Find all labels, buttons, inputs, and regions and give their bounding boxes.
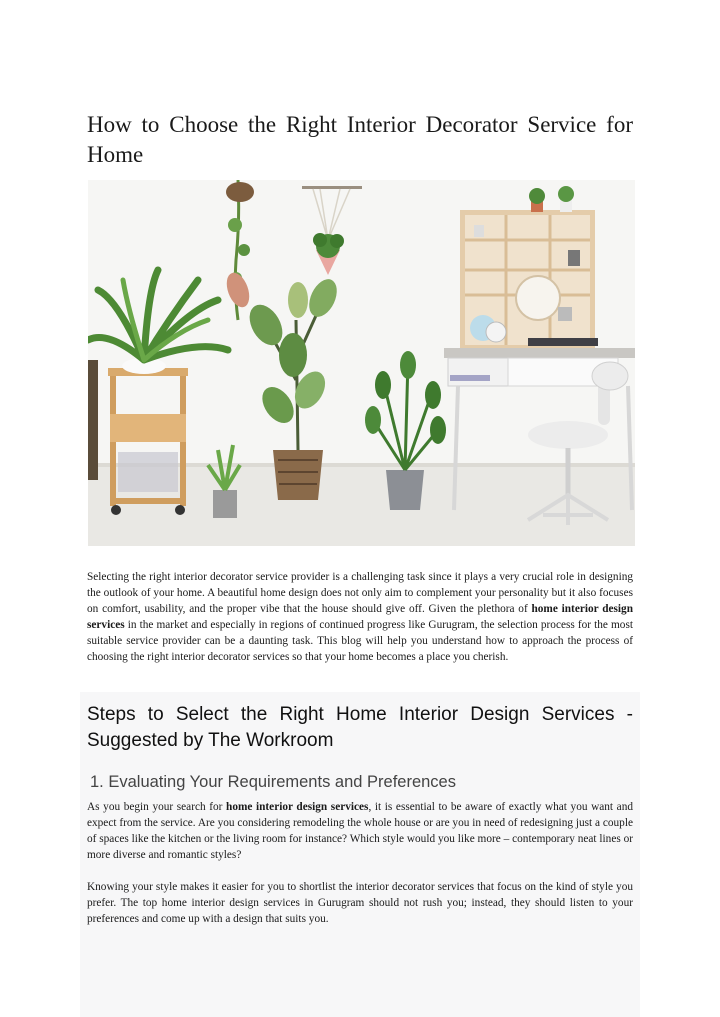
intro-text-2: in the market and especially in regions of continued progress like Gurugram, the selection process for the most suitable service provider can be a daunting task. This blog will help you understand how to approach the process of choosing the right interior decorator services so that your home becomes a place you cherish. [87, 619, 633, 664]
intro-paragraph [87, 569, 633, 666]
step1-heading: 1. Evaluating Your Requirements and Preferences [90, 773, 456, 791]
step1-text-2: , it is essential to be aware of exactly what you want and expect from the service. Are you considering remodeling the whole house or are you in need of redesigning just a couple of spaces like the kitchen or the living room for instance? Which style would you like more – contemporary neat lines or more diverse and romantic styles? [87, 801, 633, 862]
hero-image [88, 180, 635, 546]
section-heading: Steps to Select the Right Home Interior Design Services - Suggested by The Workroom [87, 704, 633, 751]
article-title: How to Choose the Right Interior Decorator Service for Home [87, 112, 633, 167]
intro-text-1: Selecting the right interior decorator service provider is a challenging task since it plays a very crucial role in designing the outlook of your home. A beautiful home design does not only aim to complement your personality but it also focuses on comfort, usability, and the proper vibe that the house should give off. Given the plethora of [87, 571, 633, 616]
step1-paragraph-2: Knowing your style makes it easier for you to shortlist the interior decorator services that focus on the kind of style you prefer. The top home interior design services in Gurugram should not rush you; instead, they should listen to your preferences and come up with a design that suits you. [87, 881, 633, 926]
step1-bold-link: home interior design services [226, 801, 369, 813]
room-illustration [88, 180, 635, 546]
intro-bold-link: home interior design services [87, 603, 633, 632]
step1-text-1: As you begin your search for [87, 801, 227, 813]
step1-paragraph-1 [87, 799, 633, 863]
